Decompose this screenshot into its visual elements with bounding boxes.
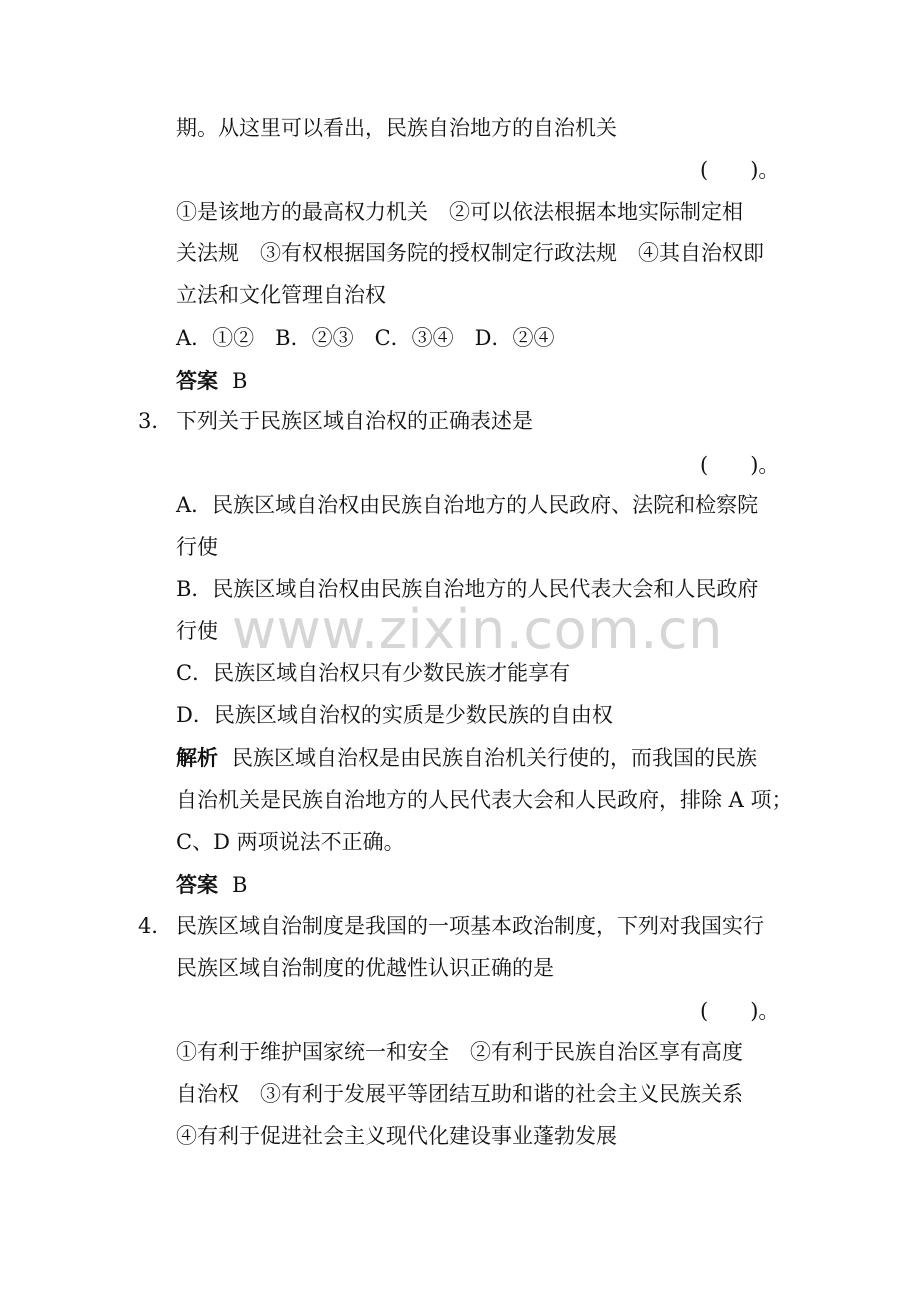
q4-options-line2: 自治权 ③有利于发展平等团结互助和谐的社会主义民族关系 (176, 1082, 743, 1106)
q3-option-b-line2: 行使 (176, 619, 218, 643)
q4-stem-line2: 民族区域自治制度的优越性认识正确的是 (176, 956, 554, 980)
q2-stem-continuation: 期。从这里可以看出，民族自治地方的自治机关 (176, 116, 617, 140)
q3-option-a-line2: 行使 (176, 535, 218, 559)
q4-stem-line1: 民族区域自治制度是我国的一项基本政治制度，下列对我国实行 (176, 914, 764, 938)
q3-analysis-text1: 民族区域自治权是由民族自治机关行使的，而我国的民族 (232, 746, 757, 770)
q3-option-c: C．民族区域自治权只有少数民族才能享有 (176, 661, 571, 685)
q3-option-b-line1: B．民族区域自治权由民族自治地方的人民代表大会和人民政府 (176, 577, 759, 601)
q3-answer-value: B (232, 873, 248, 897)
q4-options-line1: ①有利于维护国家统一和安全 ②有利于民族自治区享有高度 (176, 1040, 743, 1064)
q2-answer-paren: ( )。 (700, 158, 780, 182)
q3-option-a-line1: A．民族区域自治权由民族自治地方的人民政府、法院和检察院 (176, 493, 759, 517)
q2-options-line3: 立法和文化管理自治权 (176, 283, 386, 307)
q2-answer-label: 答案 (176, 368, 218, 393)
q3-answer-paren: ( )。 (700, 453, 780, 477)
q3-option-d: D．民族区域自治权的实质是少数民族的自由权 (176, 703, 613, 727)
q3-number: 3． (138, 409, 173, 433)
q3-analysis-line3: C、D 两项说法不正确。 (176, 830, 405, 854)
q3-stem: 下列关于民族区域自治权的正确表述是 (176, 409, 533, 433)
q3-analysis-line1 (176, 747, 757, 769)
q2-answer-value: B (232, 369, 248, 393)
q2-options-line1: ①是该地方的最高权力机关 ②可以依法根据本地实际制定相 (176, 200, 743, 224)
q4-answer-paren: ( )。 (700, 999, 780, 1023)
q4-number: 4． (138, 914, 173, 938)
q3-answer-label: 答案 (176, 872, 218, 897)
q3-analysis-label: 解析 (176, 745, 218, 770)
q2-choices: A．①② B．②③ C．③④ D．②④ (176, 326, 555, 350)
q2-options-line2: 关法规 ③有权根据国务院的授权制定行政法规 ④其自治权即 (176, 241, 764, 265)
watermark: www.zixin.com.cn (232, 598, 723, 661)
q2-answer (176, 370, 247, 392)
q3-answer (176, 874, 247, 896)
q4-options-line3: ④有利于促进社会主义现代化建设事业蓬勃发展 (176, 1124, 617, 1148)
q3-analysis-line2: 自治机关是民族自治地方的人民代表大会和人民政府，排除 A 项； (176, 788, 793, 812)
